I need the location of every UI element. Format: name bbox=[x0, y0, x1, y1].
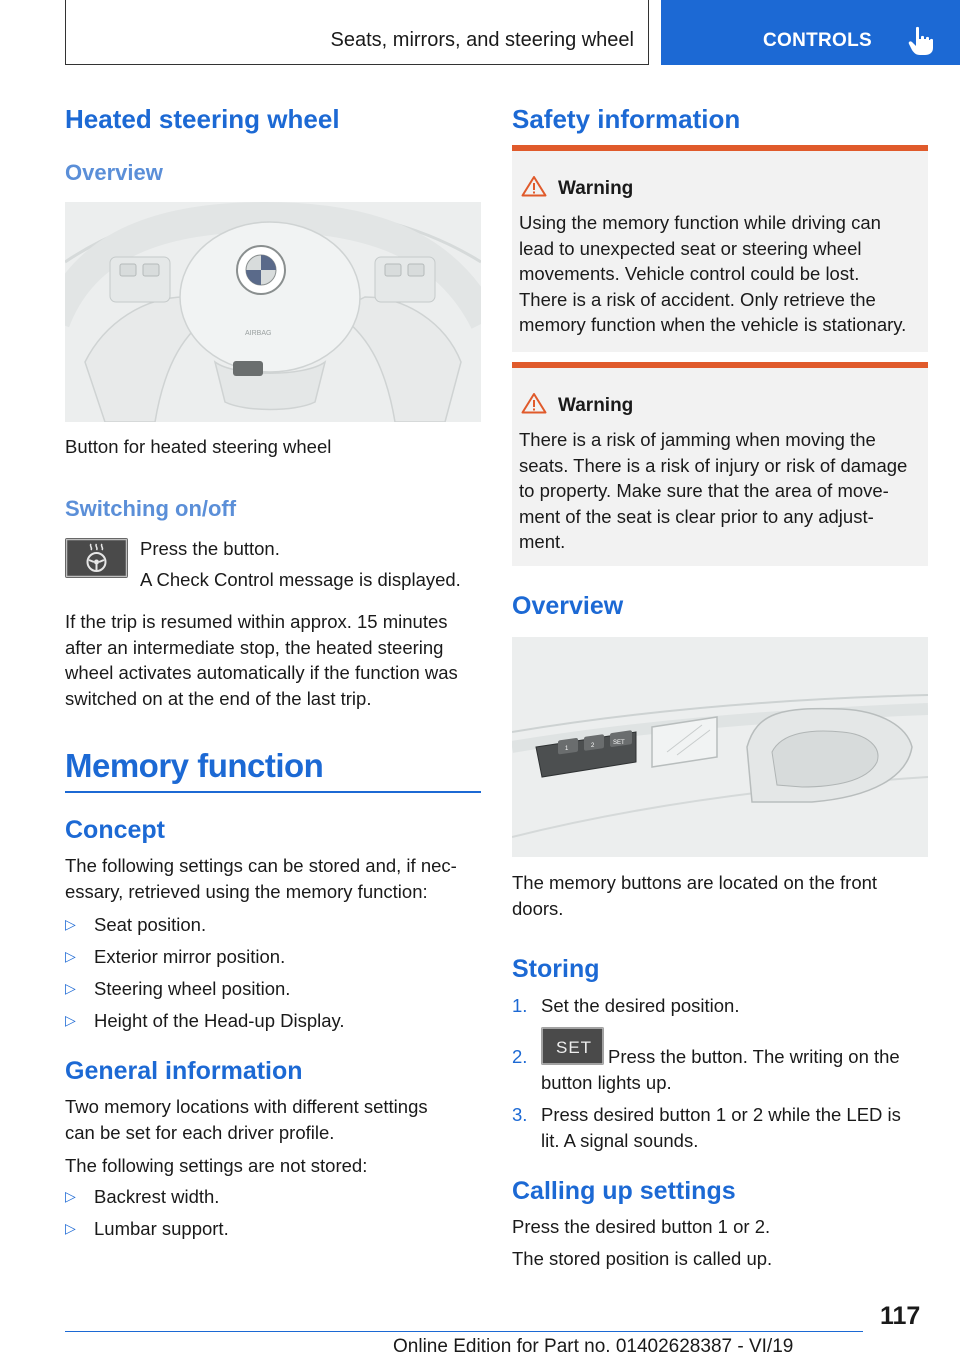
general-info-subtitle: General information bbox=[65, 1057, 303, 1085]
section-title: Seats, mirrors, and steering wheel bbox=[330, 29, 634, 51]
general-line: can be set for each driver profile. bbox=[65, 1121, 335, 1143]
chapter-title: CONTROLS bbox=[763, 30, 873, 51]
heated-steering-icon bbox=[65, 538, 128, 578]
switching-step-2: A Check Control message is displayed. bbox=[140, 569, 461, 590]
heated-steering-title: Heated steering wheel bbox=[65, 104, 340, 134]
page-header bbox=[65, 0, 960, 65]
door-memory-buttons-illustration bbox=[512, 637, 928, 857]
edition-text: Online Edition for Part no. 01402628387 - VI/19 bbox=[393, 1336, 794, 1357]
overview-subtitle: Overview bbox=[65, 160, 163, 185]
trip-line: wheel activates automatically if the function was bbox=[65, 662, 458, 683]
hand-pointer-icon bbox=[907, 26, 935, 56]
list-item: 2. SET Press the button. The writing on the button lights up. bbox=[512, 1044, 932, 1096]
switching-step-1: Press the button. bbox=[140, 538, 280, 559]
step-number: 3. bbox=[512, 1104, 528, 1125]
section-tab bbox=[65, 0, 649, 65]
concept-line: The following settings can be stored and, if nec‐ bbox=[65, 855, 457, 876]
trip-line: after an intermediate stop, the heated steering bbox=[65, 636, 444, 658]
heated-steering-button bbox=[65, 538, 128, 578]
concept-line: essary, retrieved using the memory function: bbox=[65, 880, 428, 902]
memory-function-title: Memory function bbox=[65, 747, 324, 784]
bullet-icon: ▷ bbox=[65, 916, 76, 932]
svg-text:1: 1 bbox=[565, 746, 569, 752]
chapter-tab bbox=[661, 0, 960, 65]
page-number: 117 bbox=[880, 1302, 921, 1330]
warning-title: Warning bbox=[558, 395, 634, 416]
bullet-icon: ▷ bbox=[65, 1188, 76, 1204]
bullet-icon: ▷ bbox=[65, 1220, 76, 1236]
set-button-label: SET bbox=[556, 1038, 593, 1057]
warning-box bbox=[512, 362, 928, 566]
calling-up-subtitle: Calling up settings bbox=[512, 1177, 736, 1205]
concept-subtitle: Concept bbox=[65, 816, 165, 844]
overview-caption: The memory buttons are located on the front doors. bbox=[512, 872, 878, 919]
bullet-icon: ▷ bbox=[65, 980, 76, 996]
warning-triangle-icon bbox=[521, 175, 547, 197]
concept-paragraph bbox=[65, 853, 485, 904]
warning-text: Using the memory function while driving can lead to unexpected seat or steering wheel movements. Vehicle control could be lost. There is a risk of accident. Only retrieve the memory function when the vehicle is stationary. bbox=[519, 212, 907, 335]
warning-text: There is a risk of jamming when moving the seats. There is a risk of injury or risk of damage to property. Make sure that the area of move‐ ment of the seat is clear prior to any adjust‐ ment. bbox=[519, 429, 908, 552]
image-caption: Button for heated steering wheel bbox=[65, 436, 332, 457]
trip-line: If the trip is resumed within approx. 15 minutes bbox=[65, 611, 448, 632]
warning-triangle-icon bbox=[521, 392, 547, 414]
general-info-paragraph bbox=[65, 1094, 485, 1145]
storing-subtitle: Storing bbox=[512, 955, 600, 983]
switching-subtitle: Switching on/off bbox=[65, 496, 237, 521]
footer-divider bbox=[65, 1331, 863, 1332]
warning-title: Warning bbox=[558, 178, 634, 199]
svg-text:SET: SET bbox=[613, 740, 625, 746]
section-divider bbox=[65, 791, 481, 793]
calling-text-1: Press the desired button 1 or 2. bbox=[512, 1216, 771, 1237]
warning-box bbox=[512, 145, 928, 352]
trip-paragraph bbox=[65, 609, 485, 711]
general-line: Two memory locations with different settings bbox=[65, 1096, 428, 1117]
bullet-icon: ▷ bbox=[65, 1012, 76, 1028]
set-button bbox=[541, 1027, 604, 1065]
overview-right-title: Overview bbox=[512, 592, 624, 620]
step-number: 1. bbox=[512, 995, 528, 1016]
safety-info-title: Safety information bbox=[512, 104, 741, 134]
svg-text:2: 2 bbox=[591, 743, 595, 749]
not-stored-paragraph: The following settings are not stored: bbox=[65, 1155, 368, 1176]
steering-wheel-illustration bbox=[65, 202, 481, 422]
trip-line: switched on at the end of the last trip. bbox=[65, 687, 372, 709]
calling-text-2: The stored position is called up. bbox=[512, 1248, 773, 1269]
bullet-icon: ▷ bbox=[65, 948, 76, 964]
svg-text:AIRBAG: AIRBAG bbox=[245, 330, 272, 337]
step-number: 2. bbox=[512, 1046, 528, 1067]
